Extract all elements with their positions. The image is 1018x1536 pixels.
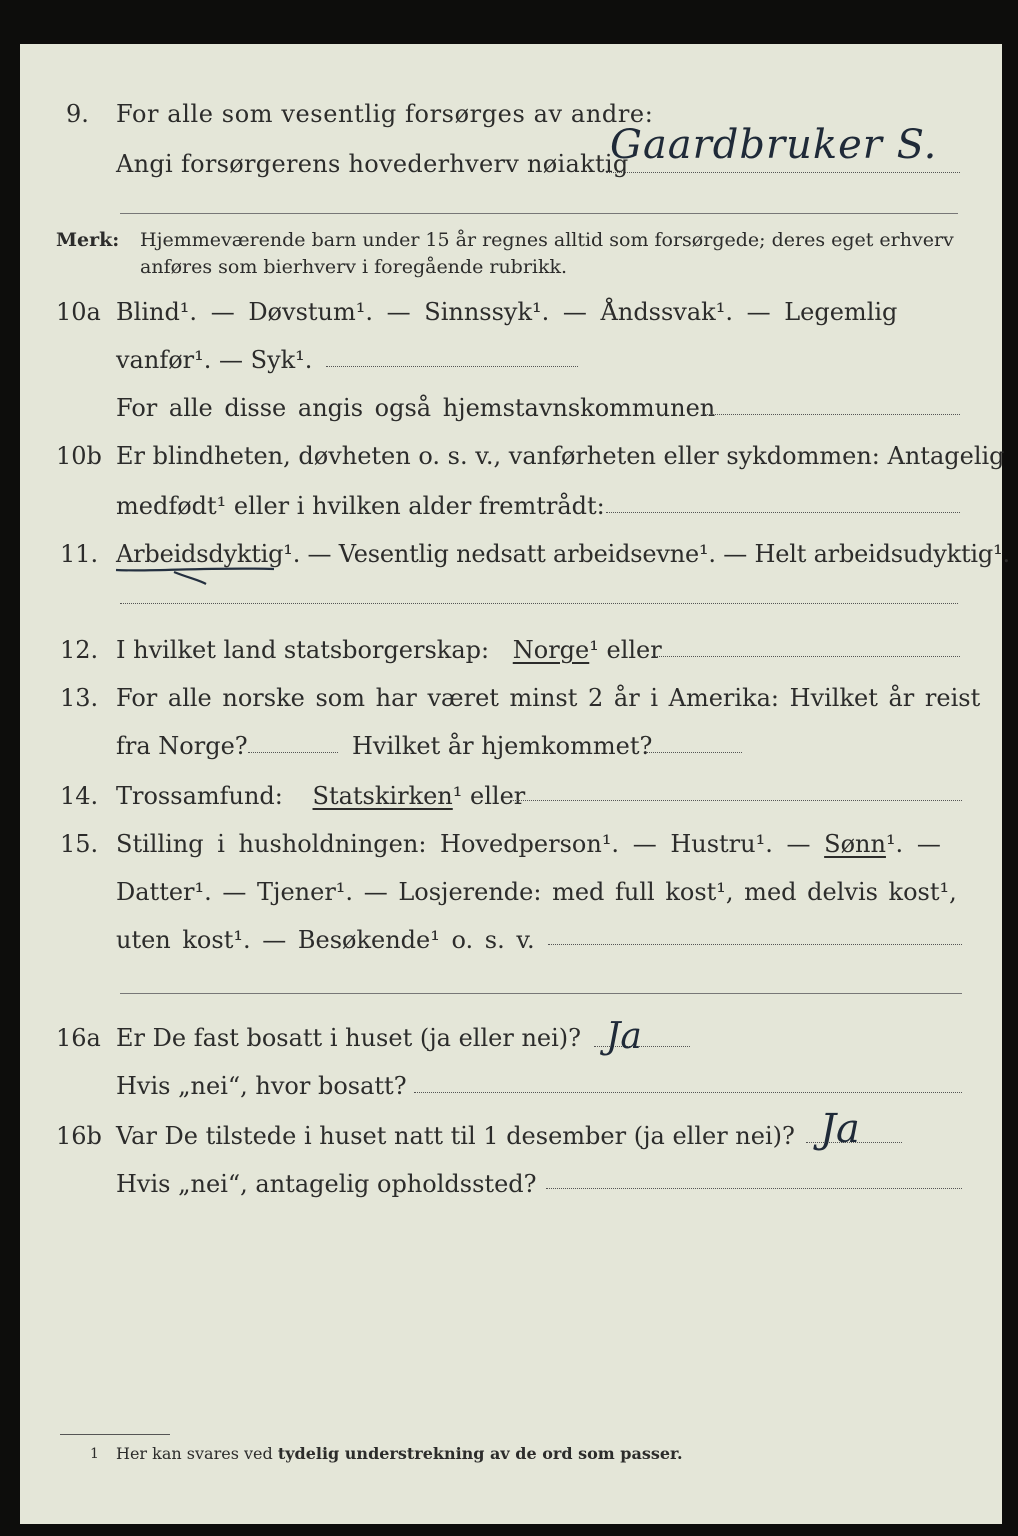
- q16a-number: 16a: [56, 1024, 101, 1052]
- q14-option-statskirken: Statskirken: [312, 782, 453, 810]
- q14-post: ¹ eller: [452, 782, 526, 810]
- q15-line2: Datter¹. — Tjener¹. — Losjerende: med full kost¹, med delvis kost¹,: [116, 878, 957, 906]
- q15-option-sonn: Sønn: [824, 830, 886, 858]
- q9-line1: For alle som vesentlig forsørges av andre:: [116, 100, 654, 128]
- q15-line1b: ¹. —: [885, 830, 941, 858]
- q15-line1a: Stilling i husholdningen: Hovedperson¹. — Hustru¹. —: [116, 830, 811, 858]
- q13-line1: For alle norske som har været minst 2 år i Amerika: Hvilket år reist: [116, 684, 981, 712]
- q12-answer-line: [652, 656, 960, 657]
- q13-number: 13.: [60, 684, 99, 712]
- q11-number: 11.: [60, 540, 99, 568]
- q12-line: [116, 636, 662, 664]
- q10a-home-line: [704, 414, 960, 415]
- q11-extra-line: [120, 603, 958, 604]
- footnote-text: [116, 1444, 683, 1463]
- q10a-answer-line: [326, 366, 578, 367]
- q9-answer-line: [606, 172, 960, 173]
- q13-hjem-line: [646, 752, 742, 753]
- q9-number: 9.: [66, 100, 89, 128]
- q14-question: Trossamfund:: [116, 782, 283, 810]
- q12-option-norge: Norge: [512, 636, 590, 664]
- q16b-handwritten-answer: Ja: [820, 1106, 860, 1152]
- q9-extra-line: [120, 213, 958, 214]
- q11-handwritten-underline: [114, 564, 280, 586]
- merk-line2: anføres som bierhverv i foregående rubrikk.: [140, 256, 568, 278]
- q11-option-arbeidsdyktig: Arbeidsdyktig: [116, 540, 284, 568]
- q15-answer-line: [548, 944, 962, 945]
- q14-line: [116, 782, 525, 810]
- q16b-number: 16b: [56, 1122, 102, 1150]
- footnote-rule: [60, 1434, 170, 1435]
- q14-number: 14.: [60, 782, 99, 810]
- merk-line1: Hjemmeværende barn under 15 år regnes alltid som forsørgede; deres eget erhverv: [140, 229, 954, 251]
- q12-question: I hvilket land statsborgerskap:: [116, 636, 490, 664]
- q15-number: 15.: [60, 830, 99, 858]
- q10b-number: 10b: [56, 442, 102, 470]
- footnote-text-b: tydelig understrekning av de ord som passer.: [277, 1444, 683, 1463]
- q16a-where-line: [414, 1092, 962, 1093]
- q13-line2a: fra Norge?: [116, 732, 248, 760]
- q12-post: ¹ eller: [589, 636, 662, 664]
- q14-answer-line: [510, 800, 962, 801]
- q13-reist-line: [248, 752, 338, 753]
- q10a-line3: For alle disse angis også hjemstavnskommunen: [116, 394, 716, 422]
- q10b-answer-line: [606, 512, 960, 513]
- q16b-where-line: [546, 1188, 962, 1189]
- q16b-line1: Var De tilstede i huset natt til 1 desember (ja eller nei)?: [116, 1122, 795, 1150]
- q12-number: 12.: [60, 636, 99, 664]
- q10b-line2: medfødt¹ eller i hvilken alder fremtrådt:: [116, 492, 605, 520]
- q16a-handwritten-answer: Ja: [606, 1016, 642, 1057]
- merk-label: Merk:: [56, 229, 120, 251]
- q9-line2: Angi forsørgerens hovederhverv nøiaktig: [116, 150, 629, 178]
- q15-extra-line: [120, 993, 962, 994]
- footnote-text-a: Her kan svares ved: [116, 1444, 273, 1463]
- q16a-line2: Hvis „nei“, hvor bosatt?: [116, 1072, 407, 1100]
- q15-line1: [116, 830, 941, 858]
- q10b-line1: Er blindheten, døvheten o. s. v., vanførheten eller sykdommen: Antagelig: [116, 442, 1005, 470]
- q16a-line1: Er De fast bosatt i huset (ja eller nei)?: [116, 1024, 582, 1052]
- q13-line2b: Hvilket år hjemkommet?: [352, 732, 653, 760]
- q10a-line2: vanfør¹. — Syk¹.: [116, 346, 313, 374]
- q10a-number: 10a: [56, 298, 101, 326]
- q9-handwritten-answer: Gaardbruker S.: [610, 122, 938, 168]
- q11-rest: ¹. — Vesentlig nedsatt arbeidsevne¹. — Helt arbeidsudyktig¹.: [283, 540, 1010, 568]
- q16b-line2: Hvis „nei“, antagelig opholdssted?: [116, 1170, 537, 1198]
- footnote-mark: 1: [90, 1446, 99, 1462]
- q10a-line1: Blind¹. — Døvstum¹. — Sinnssyk¹. — Åndssvak¹. — Legemlig: [116, 298, 898, 326]
- q15-line3: uten kost¹. — Besøkende¹ o. s. v.: [116, 926, 535, 954]
